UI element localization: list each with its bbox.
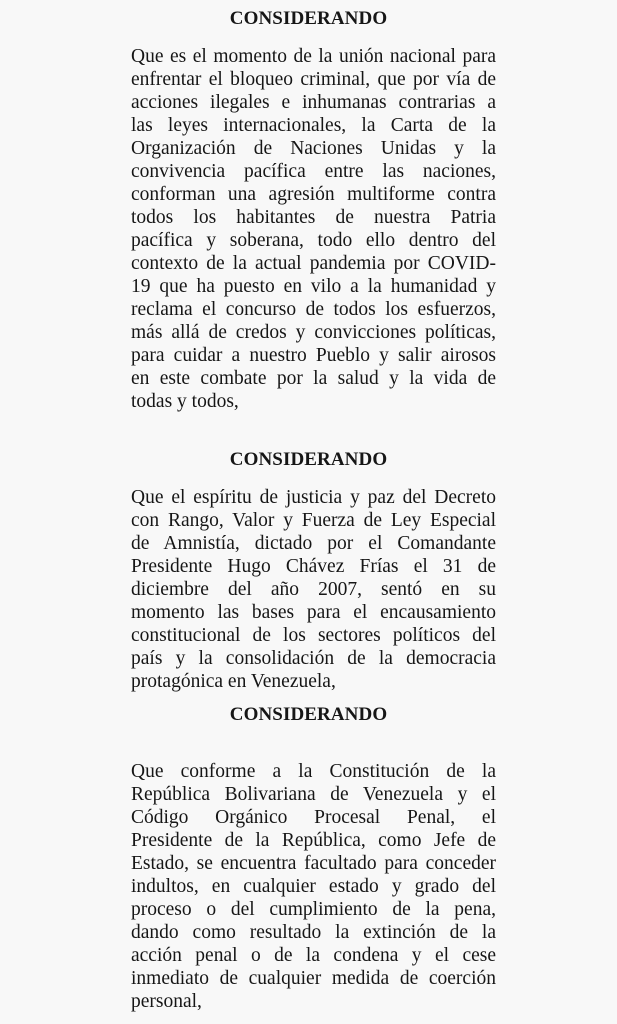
text-line: Presidente Hugo Chávez Frías el 31 de bbox=[131, 556, 496, 577]
text-line: las leyes internacionales, la Carta de la bbox=[131, 115, 496, 136]
text-line: proceso o del cumplimiento de la pena, bbox=[131, 899, 496, 920]
text-line: Que es el momento de la unión nacional para bbox=[131, 46, 496, 67]
considerando-paragraph-2 bbox=[131, 486, 496, 693]
text-line: inmediato de cualquier medida de coerción bbox=[131, 968, 496, 989]
considerando-paragraph-1 bbox=[131, 45, 496, 413]
text-line: acción penal o de la condena y el cese bbox=[131, 945, 496, 966]
text-line: personal, bbox=[131, 991, 202, 1012]
text-line: dando como resultado la extinción de la bbox=[131, 922, 496, 943]
text-line: Que el espíritu de justicia y paz del Decreto bbox=[131, 487, 496, 508]
section-heading-3: CONSIDERANDO bbox=[229, 704, 388, 725]
text-line: con Rango, Valor y Fuerza de Ley Especial bbox=[131, 510, 496, 531]
text-line: reclama el concurso de todos los esfuerzos, bbox=[131, 299, 496, 320]
text-line: Código Orgánico Procesal Penal, el bbox=[131, 807, 496, 828]
text-line: Presidente de la República, como Jefe de bbox=[131, 830, 496, 851]
text-line: para cuidar a nuestro Pueblo y salir airosos bbox=[131, 345, 496, 366]
text-line: Que conforme a la Constitución de la bbox=[131, 761, 496, 782]
text-line: constitucional de los sectores políticos del bbox=[131, 625, 496, 646]
text-line: más allá de credos y convicciones políticas, bbox=[131, 322, 496, 343]
considerando-paragraph-3 bbox=[131, 760, 496, 1013]
text-line: contexto de la actual pandemia por COVID- bbox=[131, 253, 496, 274]
text-line: todos los habitantes de nuestra Patria bbox=[131, 207, 496, 228]
section-heading-1: CONSIDERANDO bbox=[229, 8, 388, 29]
text-line: en este combate por la salud y la vida de bbox=[131, 368, 496, 389]
text-line: Estado, se encuentra facultado para conceder bbox=[131, 853, 496, 874]
text-line: enfrentar el bloqueo criminal, que por vía de bbox=[131, 69, 496, 90]
text-line: protagónica en Venezuela, bbox=[131, 671, 336, 692]
text-line: conforman una agresión multiforme contra bbox=[131, 184, 496, 205]
text-line: momento las bases para el encausamiento bbox=[131, 602, 496, 623]
text-line: convivencia pacífica entre las naciones, bbox=[131, 161, 496, 182]
text-line: pacífica y soberana, todo ello dentro del bbox=[131, 230, 496, 251]
text-line: acciones ilegales e inhumanas contrarias a bbox=[131, 92, 496, 113]
text-line: país y la consolidación de la democracia bbox=[131, 648, 496, 669]
text-line: diciembre del año 2007, sentó en su bbox=[131, 579, 496, 600]
text-line: indultos, en cualquier estado y grado del bbox=[131, 876, 496, 897]
text-line: Organización de Naciones Unidas y la bbox=[131, 138, 496, 159]
text-line: todas y todos, bbox=[131, 391, 239, 412]
section-heading-2: CONSIDERANDO bbox=[229, 449, 388, 470]
text-line: 19 que ha puesto en vilo a la humanidad y bbox=[131, 276, 496, 297]
text-line: República Bolivariana de Venezuela y el bbox=[131, 784, 496, 805]
text-line: de Amnistía, dictado por el Comandante bbox=[131, 533, 496, 554]
